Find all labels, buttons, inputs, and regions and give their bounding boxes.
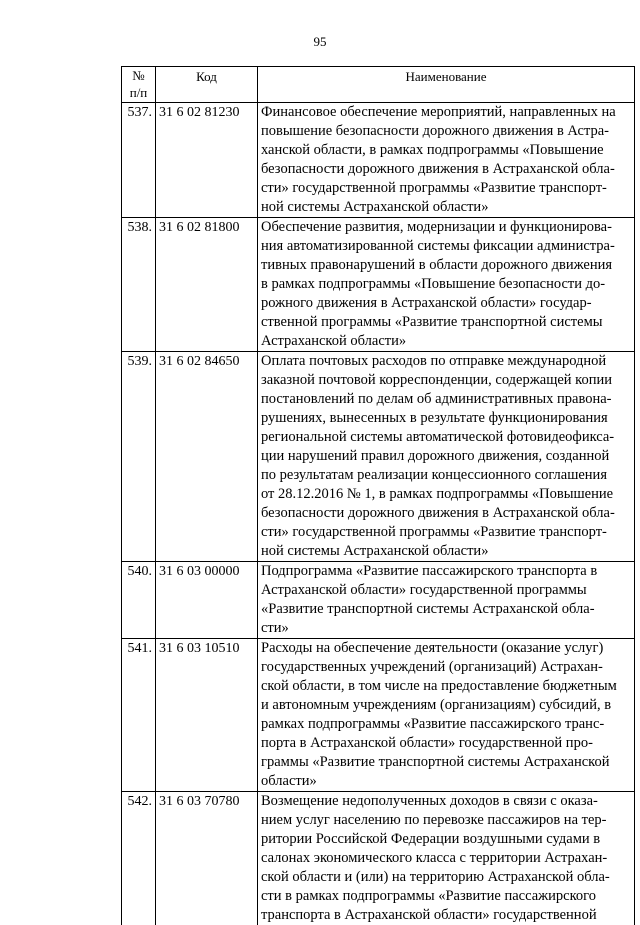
row-code: 31 6 02 84650	[156, 352, 258, 562]
name-line: области»	[261, 772, 631, 791]
row-name	[258, 103, 635, 218]
table-row	[122, 218, 635, 352]
row-name	[258, 218, 635, 352]
name-line: и автономным учреждениям (организациям) субсидий, в	[261, 696, 631, 715]
name-line: постановлений по делам об административных правона-	[261, 390, 631, 409]
header-code: Код	[156, 67, 258, 103]
name-line: ции нарушений правил дорожного движения, созданной	[261, 447, 631, 466]
name-line: заказной почтовой корреспонденции, содержащей копии	[261, 371, 631, 390]
name-line: сти»	[261, 619, 631, 638]
name-line: ной системы Астраханской области»	[261, 542, 631, 561]
row-number: 540.	[122, 562, 156, 639]
table-row	[122, 352, 635, 562]
row-number: 542.	[122, 792, 156, 925]
row-number: 539.	[122, 352, 156, 562]
page-number: 95	[0, 34, 640, 50]
name-line: сти» государственной программы «Развитие транспорт-	[261, 179, 631, 198]
name-line: ственной программы «Развитие транспортной системы	[261, 313, 631, 332]
name-line: по результатам реализации концессионного соглашения	[261, 466, 631, 485]
name-line: безопасности дорожного движения в Астраханской обла-	[261, 160, 631, 179]
name-line: безопасности дорожного движения в Астраханской обла-	[261, 504, 631, 523]
name-line: салонах экономического класса с территории Астрахан-	[261, 849, 631, 868]
name-line: ской области и (или) на территорию Астраханской обла-	[261, 868, 631, 887]
row-code: 31 6 02 81230	[156, 103, 258, 218]
row-name	[258, 562, 635, 639]
name-line: Расходы на обеспечение деятельности (оказание услуг)	[261, 639, 631, 658]
name-line: региональной системы автоматической фотовидеофикса-	[261, 428, 631, 447]
table-row	[122, 103, 635, 218]
name-line: государственных учреждений (организаций) Астрахан-	[261, 658, 631, 677]
name-line: рожного движения в Астраханской области» государ-	[261, 294, 631, 313]
name-line: Обеспечение развития, модернизации и функционирова-	[261, 218, 631, 237]
name-line: ской области, в том числе на предоставление бюджетным	[261, 677, 631, 696]
name-line: Подпрограмма «Развитие пассажирского транспорта в	[261, 562, 631, 581]
table-row	[122, 562, 635, 639]
row-number: 537.	[122, 103, 156, 218]
row-code: 31 6 03 10510	[156, 639, 258, 792]
header-name: Наименование	[258, 67, 635, 103]
name-line: сти» государственной программы «Развитие транспорт-	[261, 523, 631, 542]
name-line: тивных правонарушений в области дорожного движения	[261, 256, 631, 275]
header-number	[122, 67, 156, 103]
name-line: нием услуг населению по перевозке пассажиров на тер-	[261, 811, 631, 830]
row-code: 31 6 03 70780	[156, 792, 258, 925]
name-line: Астраханской области»	[261, 332, 631, 351]
name-line: Финансовое обеспечение мероприятий, направленных на	[261, 103, 631, 122]
table-row	[122, 639, 635, 792]
name-line: Астраханской области» государственной программы	[261, 581, 631, 600]
name-line: порта в Астраханской области» государственной про-	[261, 734, 631, 753]
name-line: в рамках подпрограммы «Повышение безопасности до-	[261, 275, 631, 294]
header-number-label: № п/п	[125, 67, 152, 101]
row-code: 31 6 02 81800	[156, 218, 258, 352]
row-number: 538.	[122, 218, 156, 352]
name-line: рамках подпрограммы «Развитие пассажирского транс-	[261, 715, 631, 734]
name-line: рушениях, вынесенных в результате функционирования	[261, 409, 631, 428]
name-line: повышение безопасности дорожного движения в Астра-	[261, 122, 631, 141]
name-line: Возмещение недополученных доходов в связи с оказа-	[261, 792, 631, 811]
name-line: сти в рамках подпрограммы «Развитие пассажирского	[261, 887, 631, 906]
table-header-row	[122, 67, 635, 103]
name-line: ной системы Астраханской области»	[261, 198, 631, 217]
row-code: 31 6 03 00000	[156, 562, 258, 639]
name-line: граммы «Развитие транспортной системы Астраханской	[261, 753, 631, 772]
row-name	[258, 352, 635, 562]
name-line: Оплата почтовых расходов по отправке международной	[261, 352, 631, 371]
name-line: транспорта в Астраханской области» государственной	[261, 906, 631, 925]
codes-table	[121, 66, 635, 925]
name-line: ритории Российской Федерации воздушными судами в	[261, 830, 631, 849]
row-name	[258, 639, 635, 792]
name-line: «Развитие транспортной системы Астраханской обла-	[261, 600, 631, 619]
name-line: ханской области, в рамках подпрограммы «Повышение	[261, 141, 631, 160]
row-number: 541.	[122, 639, 156, 792]
name-line: ния автоматизированной системы фиксации администра-	[261, 237, 631, 256]
name-line: от 28.12.2016 № 1, в рамках подпрограммы «Повышение	[261, 485, 631, 504]
